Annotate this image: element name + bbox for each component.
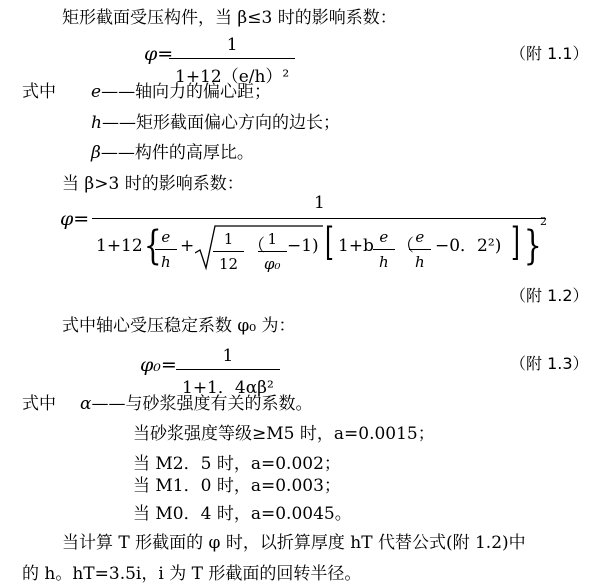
def-h-symbol: h (91, 113, 102, 133)
fraction-e-over-h-3-den: h (409, 249, 431, 271)
formula-1-lhs: φ= (144, 43, 174, 65)
closing-line-1: 当计算 T 形截面的 φ 时，以折算厚度 hT 代替公式(附 1.2)中 (62, 533, 526, 553)
def-e-symbol: e (91, 82, 102, 102)
alpha-case-m0-4: 当 M0．4 时，a=0.0045。 (133, 504, 352, 524)
def-h-text: ——矩形截面偏心方向的边长； (101, 113, 340, 133)
formula-2-inner-open-paren: （ (397, 236, 414, 256)
fraction-1-over-12-num: 1 (223, 230, 234, 248)
closing-line-2: 的 h。hT=3.5i，i 为 T 形截面的回转半径。 (22, 564, 362, 584)
def-beta-symbol: β (91, 143, 101, 163)
formula-2-numerator: 1 (314, 193, 325, 213)
alpha-case-m2-5: 当 M2．5 时，a=0.002； (133, 454, 341, 474)
formula-2-minus-1: −1) (287, 236, 319, 256)
alpha-def-text: ——与砂浆强度有关的系数。 (91, 394, 313, 414)
formula-2-lhs: φ= (60, 208, 90, 230)
formula-2-den-start: 1+12 (96, 236, 143, 256)
formula-3-lhs: φ₀= (140, 354, 177, 376)
fraction-e-over-h-1 (155, 228, 177, 271)
alpha-def (80, 396, 312, 413)
formula-2-plus: + (180, 236, 195, 256)
fraction-e-over-h-2 (373, 228, 395, 271)
def-e (91, 84, 271, 101)
definitions-prefix: 式中 (22, 82, 56, 102)
bracket-right-icon: ] (510, 220, 520, 264)
def-beta-text: ——构件的高厚比。 (100, 143, 254, 163)
fraction-1-over-phi0-den: φ₀ (258, 251, 287, 273)
brace-right-icon: } (523, 223, 542, 269)
formula-1-numerator: 1 (226, 35, 238, 55)
brace-left-icon: { (143, 223, 162, 269)
formula-2-main-fraction-bar (92, 218, 546, 219)
formula-2-outer-exponent: 2 (540, 215, 547, 228)
alpha-def-prefix: 式中 (22, 394, 56, 414)
intro-beta-le-3: 矩形截面受压构件，当 β≤3 时的影响系数： (62, 8, 397, 28)
fraction-e-over-h-2-den: h (373, 249, 395, 271)
formula-2-minus-02-sq: −0．2²) (435, 236, 502, 256)
equation-tag-1-3: （附 1.3） (510, 354, 589, 373)
fraction-e-over-h-2-num: e (379, 228, 389, 246)
fraction-e-over-h-1-den: h (155, 249, 177, 271)
def-beta (91, 145, 254, 162)
alpha-case-m1-0: 当 M1．0 时，a=0.003； (133, 476, 341, 496)
intro-phi0: 式中轴心受压稳定系数 φ₀ 为： (62, 316, 296, 336)
fraction-e-over-h-1-num: e (161, 228, 171, 246)
fraction-e-over-h-3-num: e (415, 228, 425, 246)
fraction-1-over-12 (213, 230, 244, 273)
formula-1-fraction (169, 35, 295, 87)
equation-tag-1-1: （附 1.1） (510, 44, 589, 63)
alpha-case-m5: 当砂浆强度等级≥M5 时，a=0.0015； (133, 424, 435, 444)
formula-3-numerator: 1 (222, 346, 234, 366)
formula-2-open-paren: （ (248, 236, 265, 256)
alpha-symbol: α (80, 394, 92, 414)
def-e-text: ——轴向力的偏心距； (101, 82, 272, 102)
formula-3-fraction (176, 346, 280, 398)
fraction-1-over-phi0-num: 1 (267, 230, 278, 248)
formula-2-1-plus-b: 1+b (338, 236, 374, 256)
formula-3-denominator: 1+1．4αβ² (176, 369, 280, 398)
intro-beta-gt-3: 当 β>3 时的影响系数： (62, 174, 244, 194)
formula-1-denominator: 1+12（e/h）² (169, 58, 295, 87)
formula-2-bracket-start (338, 238, 374, 255)
fraction-1-over-12-den: 12 (213, 251, 244, 273)
fraction-1-over-phi0 (258, 230, 287, 273)
bracket-left-icon: [ (324, 220, 334, 264)
fraction-e-over-h-3 (409, 228, 431, 271)
equation-tag-1-2: （附 1.2） (510, 286, 589, 305)
def-h (91, 115, 340, 132)
